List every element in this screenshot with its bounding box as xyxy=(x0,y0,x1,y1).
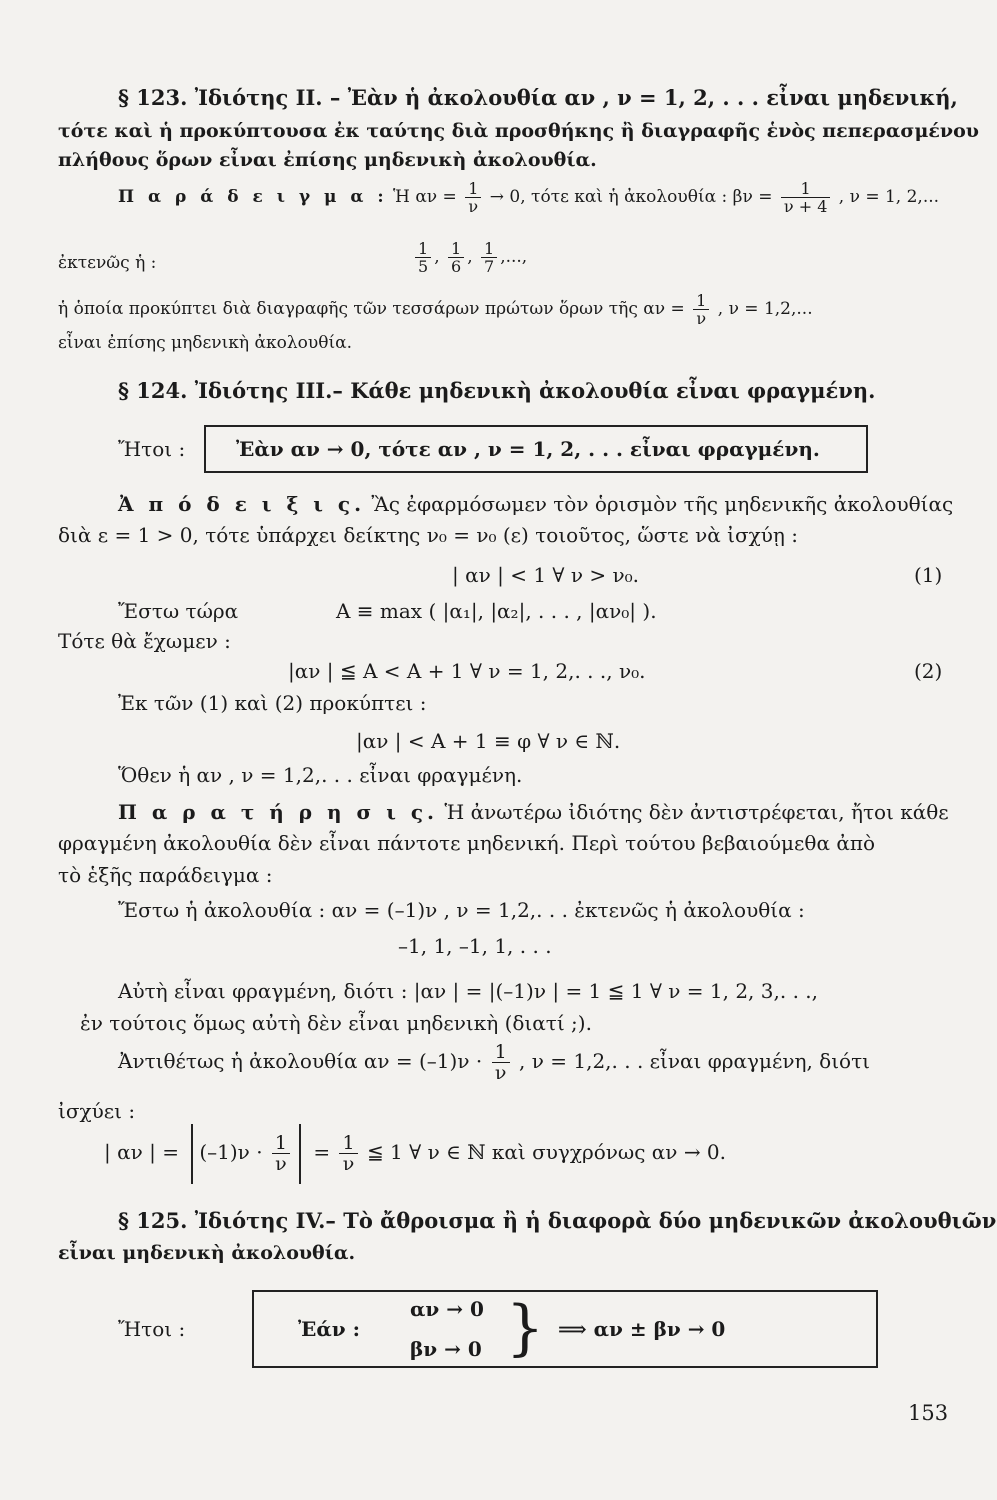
anti-text-b: , ν = 1,2,. . . εἶναι φραγμένη, διότι xyxy=(519,1049,871,1073)
example2-line1: Ἔστω ἡ ἀκολουθία : αν = (–1)ν , ν = 1,2,. . . ἐκτενῶς ἡ ἀκολουθία : xyxy=(118,898,805,922)
tote-line: Τότε θὰ ἔχωμεν : xyxy=(58,629,231,653)
final-equation xyxy=(104,1122,726,1184)
s123-deletion-end: εἶναι ἐπίσης μηδενικὴ ἀκολουθία. xyxy=(58,333,352,353)
s124-proof-line1 xyxy=(118,491,953,517)
deletion-tail: , ν = 1,2,... xyxy=(717,299,813,319)
example2-line4: ἐν τούτοις ὅμως αὐτὴ δὲν εἶναι μηδενικὴ (διατί ;). xyxy=(80,1011,592,1035)
abs-bar-left xyxy=(191,1124,193,1184)
anti-text-a: Ἀντιθέτως ἡ ἀκολουθία αν = (–1)ν · xyxy=(118,1049,483,1073)
equation-3: |αν | < Α + 1 ≡ φ ∀ ν ∈ ℕ. xyxy=(356,729,621,753)
s123-example xyxy=(118,180,939,215)
equation-2-number: (2) xyxy=(914,659,943,683)
s123-ext-seq: $\frac{1}{5}$ , $\frac{1}{6}$ , $\frac{1}{7}$ ,..., xyxy=(412,240,527,275)
s125-cond-a: αν → 0 xyxy=(410,1297,484,1321)
deletion-text: ἡ ὁποία προκύπτει διὰ διαγραφῆς τῶν τεσσάρων πρώτων ὅρων τῆς αν = xyxy=(58,299,685,319)
s124-proof-line2: διὰ ε = 1 > 0, τότε ὑπάρχει δείκτης ν₀ = ν₀ (ε) τοιοῦτος, ὥστε νὰ ἰσχύῃ : xyxy=(58,523,798,547)
estw-equation: Α ≡ max ( |α₁|, |α₂|, . . . , |αν₀| ). xyxy=(336,599,657,623)
remark-line3: τὸ ἑξῆς παράδειγμα : xyxy=(58,863,273,887)
remark-label: Π α ρ α τ ή ρ η σ ι ς. xyxy=(118,800,439,824)
seq-tail: ,..., xyxy=(500,247,528,267)
s125-heading-line2: εἶναι μηδενικὴ ἀκολουθία. xyxy=(58,1242,356,1264)
final-term: (–1)ν · xyxy=(199,1140,263,1164)
deletion-fraction: $\frac{1}{\nu}$ xyxy=(693,292,709,327)
example2-line3: Αὐτὴ εἶναι φραγμένη, διότι : |αν | = |(–1)ν | = 1 ≦ 1 ∀ ν = 1, 2, 3,. . ., xyxy=(118,979,818,1003)
example-text-b: → 0, τότε καὶ ἡ ἀκολουθία : βν = xyxy=(489,187,773,207)
remark-text-1: Ἡ ἀνωτέρω ἰδιότης δὲν ἀντιστρέφεται, ἤτοι κάθε xyxy=(444,800,949,824)
s124-heading: § 124. Ἰδιότης ΙΙΙ.– Κάθε μηδενικὴ ἀκολουθία εἶναι φραγμένη. xyxy=(118,378,876,403)
s125-heading: § 125. Ἰδιότης ΙV.– Τὸ ἄθροισμα ἢ ἡ διαφορὰ δύο μηδενικῶν ἀκολουθιῶν xyxy=(118,1208,997,1233)
final-fraction-1: $\frac{1}{\nu}$ xyxy=(272,1133,290,1174)
fraction-1-over-nu-plus-4: $\frac{1}{\nu + 4}$ xyxy=(781,180,830,215)
seq-term-1: $\frac{1}{5}$ xyxy=(415,240,431,275)
s125-ean: Ἐάν : xyxy=(298,1317,360,1341)
seq-term-3: $\frac{1}{7}$ xyxy=(481,240,497,275)
example-text-c: , ν = 1, 2,... xyxy=(838,187,940,207)
s123-deletion xyxy=(58,292,813,327)
s123-line3: πλήθους ὅρων εἶναι ἐπίσης μηδενικὴ ἀκολουθία. xyxy=(58,149,597,171)
seq-term-2: $\frac{1}{6}$ xyxy=(448,240,464,275)
fraction-1-over-nu: $\frac{1}{\nu}$ xyxy=(465,180,481,215)
anti-line xyxy=(118,1042,870,1083)
s123-ext-label: ἐκτενῶς ἡ : xyxy=(58,253,157,273)
example-label: Π α ρ ά δ ε ι γ μ α : xyxy=(118,187,388,207)
s125-cond-b: βν → 0 xyxy=(410,1337,482,1361)
s125-htoi: Ἤτοι : xyxy=(118,1317,186,1341)
example-text-a: Ἡ αν = xyxy=(393,187,457,207)
equation-1-number: (1) xyxy=(914,563,943,587)
right-brace: } xyxy=(506,1293,545,1363)
final-equals: = xyxy=(313,1140,331,1164)
estw-label: Ἔστω τώρα xyxy=(118,599,239,623)
ek-line: Ἐκ τῶν (1) καὶ (2) προκύπτει : xyxy=(118,691,427,715)
final-abs-a: | αν | = xyxy=(104,1140,179,1164)
abs-bar-right xyxy=(299,1124,301,1184)
anti-fraction: $\frac{1}{\nu}$ xyxy=(492,1042,510,1083)
s124-box-text: Ἐὰν αν → 0, τότε αν , ν = 1, 2, . . . εἶναι φραγμένη. xyxy=(236,437,820,461)
othen-line: Ὅθεν ἡ αν , ν = 1,2,. . . εἶναι φραγμένη. xyxy=(118,763,523,787)
remark-line2: φραγμένη ἀκολουθία δὲν εἶναι πάντοτε μηδενική. Περὶ τούτου βεβαιούμεθα ἀπὸ xyxy=(58,831,876,855)
s123-heading: § 123. Ἰδιότης ΙΙ. – Ἐὰν ἡ ἀκολουθία αν , ν = 1, 2, . . . εἶναι μηδενική, xyxy=(118,85,958,110)
s125-implication: ⟹ αν ± βν → 0 xyxy=(558,1317,726,1341)
remark-line1 xyxy=(118,799,949,825)
equation-2: |αν | ≦ Α < Α + 1 ∀ ν = 1, 2,. . ., ν₀. xyxy=(288,659,646,683)
final-tail: ≦ 1 ∀ ν ∈ ℕ καὶ συγχρόνως αν → 0. xyxy=(366,1140,727,1164)
proof-label: Ἀ π ό δ ε ι ξ ι ς. xyxy=(118,492,366,516)
equation-1: | αν | < 1 ∀ ν > ν₀. xyxy=(452,563,640,587)
s123-line2: τότε καὶ ἡ προκύπτουσα ἐκ ταύτης διὰ προσθήκης ἢ διαγραφῆς ἑνὸς πεπερασμένου xyxy=(58,120,979,142)
final-fraction-2: $\frac{1}{\nu}$ xyxy=(339,1133,357,1174)
page-number: 153 xyxy=(908,1401,949,1425)
s124-htoi: Ἤτοι : xyxy=(118,437,186,461)
example2-line2: –1, 1, –1, 1, . . . xyxy=(398,934,552,958)
proof-text-1: Ἂς ἐφαρμόσωμεν τὸν ὁρισμὸν τῆς μηδενικῆς ἀκολουθίας xyxy=(371,492,954,516)
isxyei-line: ἰσχύει : xyxy=(58,1099,136,1123)
